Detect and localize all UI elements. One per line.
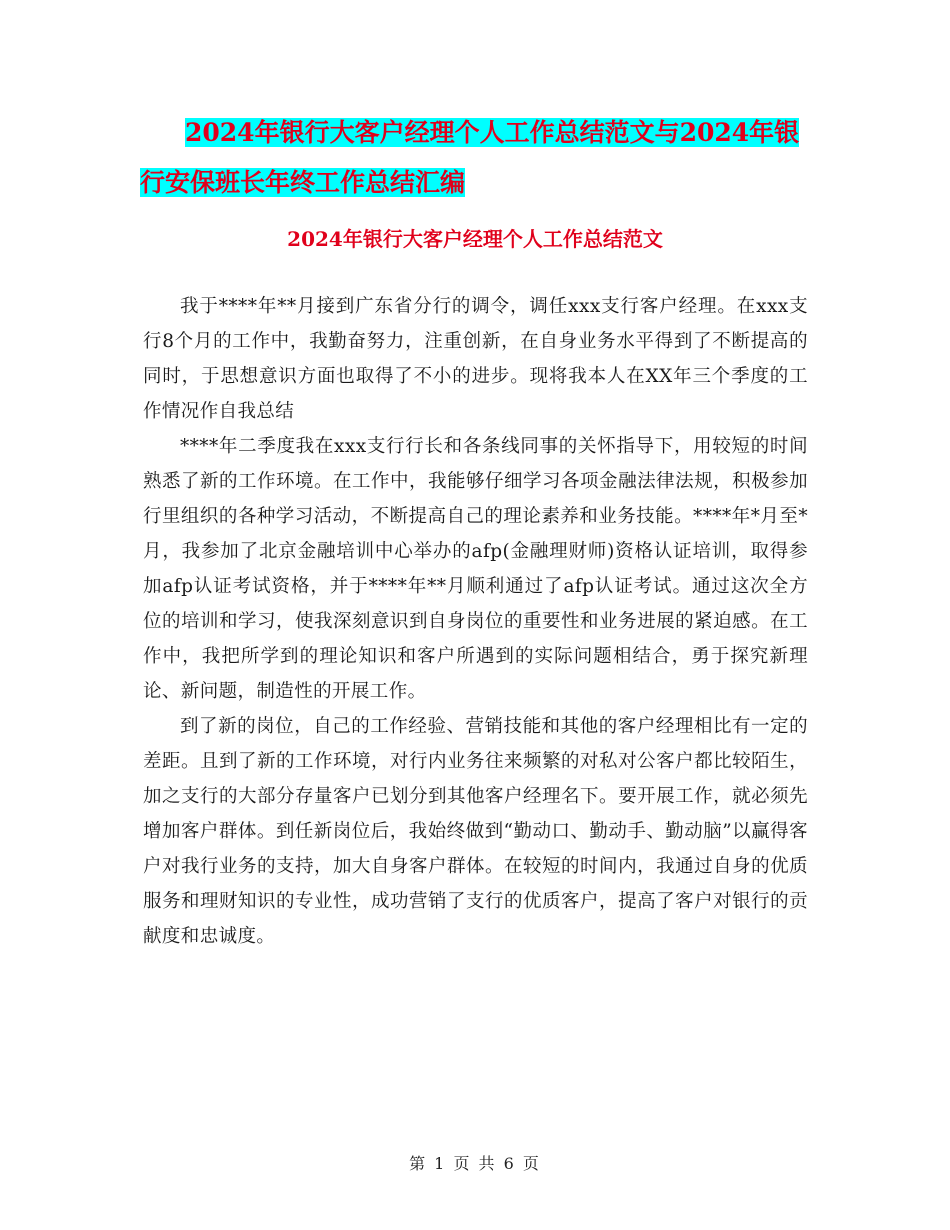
document-title <box>140 108 830 208</box>
document-title-line2 <box>140 158 830 208</box>
paragraph-2: ****年二季度我在xxx支行行长和各条线同事的关怀指导下，用较短的时间熟悉了新的工作环境。在工作中，我能够仔细学习各项金融法律法规，积极参加行里组织的各种学习活动，不断提高自己的理论素养和业务技能。****年*月至*月，我参加了北京金融培训中心举办的afp(金融理财师)资格认证培训，取得参加afp认证考试资格，并于****年**月顺利通过了afp认证考试。通过这次全方位的培训和学习，使我深刻意识到自身岗位的重要性和业务进展的紧迫感。在工作中，我把所学到的理论知识和客户所遇到的实际问题相结合，勇于探究新理论、新问题，制造性的开展工作。 <box>143 436 808 702</box>
title-highlight-2: 行安保班长年终工作总结汇编 <box>140 168 466 197</box>
body-text <box>143 289 808 954</box>
page-footer: 第 1 页 共 6 页 <box>409 1154 541 1173</box>
paragraph-1: 我于****年**月接到广东省分行的调令，调任xxx支行客户经理。在xxx支行8个月的工作中，我勤奋努力，注重创新，在自身业务水平得到了不断提高的同时，于思想意识方面也取得了不小的进步。现将我本人在XX年三个季度的工作情况作自我总结 <box>143 296 808 422</box>
title-highlight-1: 2024年银行大客户经理个人工作总结范文与2024年银 <box>185 118 800 147</box>
document-title-line1 <box>140 108 830 158</box>
paragraph-3: 到了新的岗位，自己的工作经验、营销技能和其他的客户经理相比有一定的差距。且到了新的工作环境，对行内业务往来频繁的对私对公客户都比较陌生，加之支行的大部分存量客户已划分到其他客户经理名下。要开展工作，就必须先增加客户群体。到任新岗位后，我始终做到“勤动口、勤动手、勤动脑”以赢得客户对我行业务的支持，加大自身客户群体。在较短的时间内，我通过自身的优质服务和理财知识的专业性，成功营销了支行的优质客户，提高了客户对银行的贡献度和忠诚度。 <box>143 716 808 947</box>
section-title: 2024年银行大客户经理个人工作总结范文 <box>287 227 663 251</box>
